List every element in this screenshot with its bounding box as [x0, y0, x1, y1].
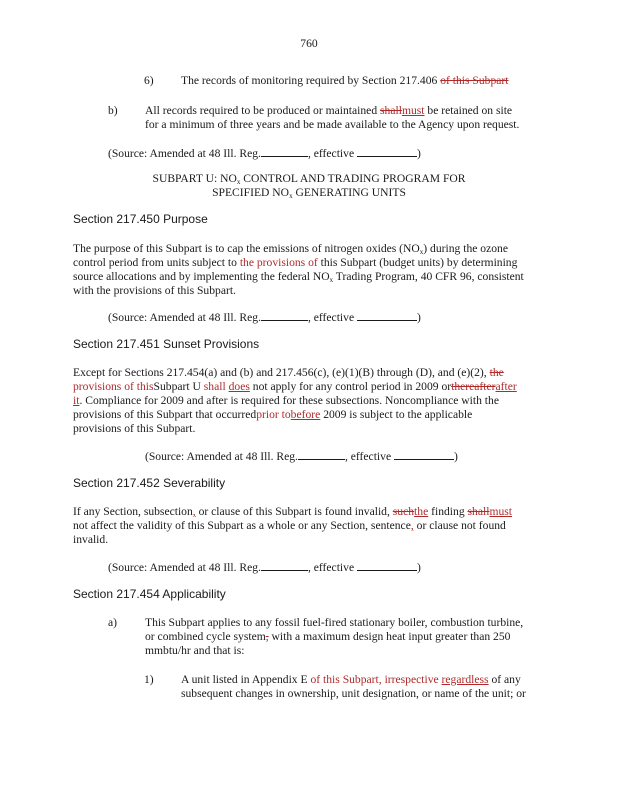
s454-i1-l1a: A unit listed in Appendix E — [181, 673, 308, 686]
s454-i1-l1-red: of this Subpart, — [310, 673, 382, 686]
page-number: 760 — [300, 37, 318, 50]
section-454-item-1-line-2: subsequent changes in ownership, unit designation, or name of the unit; or — [181, 687, 526, 700]
source-note-2 — [108, 310, 421, 325]
s450-l3-sub: x — [329, 276, 334, 284]
s451-l3-ins: it — [73, 394, 80, 407]
s454-a-l2a: or combined cycle system — [145, 630, 266, 643]
item-b-insertion: must — [401, 104, 425, 117]
s451-l3a: . Compliance for 2009 and after is required for these subsections. Noncompliance with the — [79, 394, 499, 407]
section-452-line-3: invalid. — [73, 533, 109, 546]
s451-l2-ins2: after — [495, 380, 517, 393]
section-454-a-line-3: mmbtu/hr and that is: — [145, 644, 245, 657]
s452-l1c: finding — [431, 505, 465, 518]
s451-l4a: provisions of this Subpart that occurred — [73, 408, 257, 421]
s450-l1-sub: x — [419, 248, 424, 256]
source-prefix: (Source: Amended at 48 Ill. Reg. — [108, 561, 261, 574]
subpart-title-2a: SPECIFIED NO — [212, 186, 290, 199]
source-middle: , effective — [307, 311, 355, 324]
s454-i1-l1b: of any — [491, 673, 521, 686]
section-451-line-3 — [73, 394, 499, 408]
subpart-title-2-sub: x — [289, 192, 293, 200]
subpart-title-2b: GENERATING UNITS — [292, 186, 406, 199]
section-451-heading: Section 217.451 Sunset Provisions — [73, 337, 260, 351]
source-middle: , effective — [307, 147, 355, 160]
s454-i1-l1-ins: regardless — [441, 673, 489, 686]
section-451-line-5: provisions of this Subpart. — [73, 422, 196, 435]
s451-l1a: Except for Sections 217.454(a) and (b) and 217.456(c), (e)(1)(B) through (D), and (e)(2), — [73, 366, 487, 379]
s451-l4-ins: before — [290, 408, 321, 421]
s450-l3a: source allocations and by implementing the federal NO — [73, 270, 330, 283]
source-note-1 — [108, 146, 421, 161]
item-b-text-a: All records required to be produced or maintained — [145, 104, 378, 117]
section-451-line-4 — [73, 408, 472, 422]
section-450-line-4: with the provisions of this Subpart. — [73, 284, 236, 297]
section-454-a-number: a) — [108, 616, 118, 629]
s451-l2a: Subpart U — [153, 380, 201, 393]
source-prefix: (Source: Amended at 48 Ill. Reg. — [108, 147, 261, 160]
s452-l1-ins3: must — [489, 505, 512, 518]
source-prefix: (Source: Amended at 48 Ill. Reg. — [108, 311, 261, 324]
subpart-title-1-sub: x — [236, 178, 241, 186]
section-454-heading: Section 217.454 Applicability — [73, 587, 226, 601]
subpart-title-line-2 — [0, 186, 618, 203]
s451-l2b: not apply for any control period in 2009 or — [252, 380, 452, 393]
source-suffix: ) — [454, 450, 458, 463]
item-b-line-2: for a minimum of three years and be made available to the Agency upon request. — [145, 118, 520, 131]
s452-l1-del2: shall — [467, 505, 490, 518]
section-451-line-1 — [73, 366, 504, 380]
item-6-body: The records of monitoring required by Section 217.406 — [181, 74, 438, 87]
source-note-3 — [145, 449, 458, 464]
s450-l3b: Trading Program, 40 CFR 96, consistent — [333, 270, 524, 283]
item-6-number: 6) — [144, 74, 154, 87]
s451-l2-red: provisions of this — [73, 380, 154, 393]
subpart-title-1b: CONTROL AND TRADING PROGRAM FOR — [240, 172, 466, 185]
s450-l1b: ) during the ozone — [423, 242, 508, 255]
item-6-text — [181, 74, 508, 88]
item-b-line-1 — [145, 104, 512, 118]
section-450-heading: Section 217.450 Purpose — [73, 212, 208, 226]
section-454-item-1-line-1 — [181, 673, 521, 687]
section-452-line-1 — [73, 505, 512, 519]
s451-l4b: 2009 is subject to the applicable — [323, 408, 473, 421]
section-451-line-2 — [73, 380, 517, 394]
source-note-4 — [108, 560, 421, 575]
s452-l2-ins: , — [410, 519, 414, 532]
s454-a-l2-del: , — [265, 630, 269, 643]
section-452-heading: Section 217.452 Severability — [73, 476, 226, 490]
s451-l1-del: the — [489, 366, 504, 379]
s452-l1b: or clause of this Subpart is found invalid, — [198, 505, 390, 518]
s454-a-l2b: with a maximum design heat input greater than 250 — [271, 630, 511, 643]
source-middle: , effective — [307, 561, 355, 574]
s454-i1-l1-red2: irrespective — [384, 673, 439, 686]
section-454-a-line-1: This Subpart applies to any fossil fuel-fired stationary boiler, combustion turbine, — [145, 616, 524, 629]
section-454-a-line-2 — [145, 630, 510, 644]
source-suffix: ) — [417, 311, 421, 324]
item-b-number: b) — [108, 104, 118, 117]
source-suffix: ) — [417, 561, 421, 574]
s452-l1a: If any Section, subsection — [73, 505, 193, 518]
s452-l2b: or clause not found — [416, 519, 506, 532]
item-b-deletion: shall — [380, 104, 402, 117]
s451-l2-del: thereafter — [451, 380, 496, 393]
s452-l1-del: such — [392, 505, 415, 518]
section-452-line-2 — [73, 519, 506, 533]
s450-l1a: The purpose of this Subpart is to cap the emissions of nitrogen oxides (NO — [73, 242, 420, 255]
s452-l2a: not affect the validity of this Subpart as a whole or any Section, sentence — [73, 519, 411, 532]
s451-l2-ins: does — [228, 380, 250, 393]
s452-l1-ins2: the — [414, 505, 429, 518]
item-6-deletion: of this Subpart — [440, 74, 509, 87]
subpart-title-1a: SUBPART U: NO — [152, 172, 237, 185]
s450-l2b: this Subpart (budget units) by determining — [320, 256, 518, 269]
s450-l2-red: the provisions of — [239, 256, 318, 269]
s450-l2a: control period from units subject to — [73, 256, 237, 269]
item-b-text-b: be retained on site — [427, 104, 513, 117]
s452-l1-ins: , — [192, 505, 196, 518]
source-prefix: (Source: Amended at 48 Ill. Reg. — [145, 450, 298, 463]
source-suffix: ) — [417, 147, 421, 160]
s451-l4-red: prior to — [256, 408, 291, 421]
source-middle: , effective — [344, 450, 392, 463]
s451-l2-red2: shall — [203, 380, 226, 393]
section-450-line-2 — [73, 256, 517, 270]
section-454-item-1-number: 1) — [144, 673, 154, 686]
